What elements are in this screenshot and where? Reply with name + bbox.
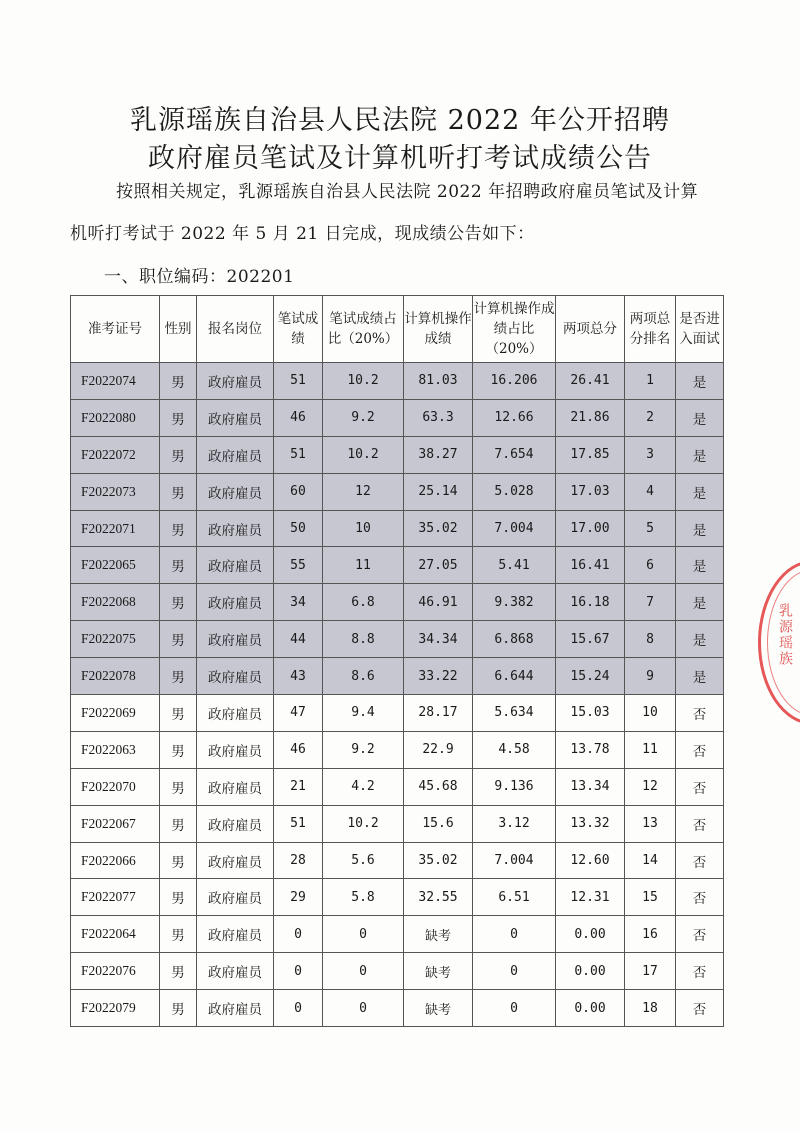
table-cell: 政府雇员 [197, 363, 274, 400]
table-cell: 17.03 [556, 473, 625, 510]
table-cell: 28.17 [404, 695, 473, 732]
table-cell: 9.2 [323, 731, 404, 768]
table-cell: 8.6 [323, 658, 404, 695]
table-cell: 是 [676, 658, 724, 695]
table-row [71, 990, 724, 1027]
table-cell: 否 [676, 916, 724, 953]
table-cell: 否 [676, 990, 724, 1027]
table-cell: 是 [676, 621, 724, 658]
table-row [71, 731, 724, 768]
table-cell: 5.41 [473, 547, 556, 584]
table-row [71, 916, 724, 953]
table-row [71, 584, 724, 621]
table-cell: 是 [676, 547, 724, 584]
table-cell: 55 [274, 547, 323, 584]
table-cell: 43 [274, 658, 323, 695]
table-cell: 6.868 [473, 621, 556, 658]
table-cell: F2022071 [71, 510, 160, 547]
table-cell: 51 [274, 805, 323, 842]
table-cell: F2022065 [71, 547, 160, 584]
table-cell: 13.32 [556, 805, 625, 842]
header-cell: 报名岗位 [197, 296, 274, 363]
table-cell: F2022074 [71, 363, 160, 400]
table-cell: 6 [625, 547, 676, 584]
table-cell: 9.136 [473, 768, 556, 805]
table-cell: 男 [160, 990, 197, 1027]
table-cell: 32.55 [404, 879, 473, 916]
table-row [71, 621, 724, 658]
table-cell: F2022067 [71, 805, 160, 842]
table-cell: 政府雇员 [197, 768, 274, 805]
table-cell: 政府雇员 [197, 584, 274, 621]
table-cell: 16 [625, 916, 676, 953]
table-cell: F2022073 [71, 473, 160, 510]
table-cell: 34.34 [404, 621, 473, 658]
table-cell: 政府雇员 [197, 990, 274, 1027]
table-cell: 男 [160, 916, 197, 953]
table-cell: 是 [676, 436, 724, 473]
table-cell: 政府雇员 [197, 510, 274, 547]
table-row [71, 399, 724, 436]
table-row [71, 879, 724, 916]
table-cell: 7.004 [473, 510, 556, 547]
table-row [71, 953, 724, 990]
table-cell: 7 [625, 584, 676, 621]
table-cell: 是 [676, 399, 724, 436]
table-cell: 男 [160, 695, 197, 732]
table-header-row [71, 296, 724, 363]
table-cell: 0 [323, 953, 404, 990]
table-cell: 50 [274, 510, 323, 547]
table-cell: 缺考 [404, 916, 473, 953]
table-cell: F2022063 [71, 731, 160, 768]
table-row [71, 695, 724, 732]
table-cell: 缺考 [404, 990, 473, 1027]
table-cell: 26.41 [556, 363, 625, 400]
table-cell: 2 [625, 399, 676, 436]
table-cell: 51 [274, 436, 323, 473]
seal-text: 乳源瑶族 [777, 603, 793, 667]
table-row [71, 473, 724, 510]
table-cell: 10 [625, 695, 676, 732]
table-cell: 0 [323, 916, 404, 953]
table-cell: 0.00 [556, 916, 625, 953]
table-cell: 政府雇员 [197, 953, 274, 990]
table-cell: 25.14 [404, 473, 473, 510]
table-cell: 8 [625, 621, 676, 658]
table-cell: 16.18 [556, 584, 625, 621]
table-cell: 12 [625, 768, 676, 805]
table-cell: 38.27 [404, 436, 473, 473]
table-cell: 政府雇员 [197, 842, 274, 879]
table-cell: 81.03 [404, 363, 473, 400]
official-seal [758, 560, 800, 725]
table-cell: 12.60 [556, 842, 625, 879]
table-cell: 是 [676, 510, 724, 547]
header-cell: 性别 [160, 296, 197, 363]
table-cell: 9.2 [323, 399, 404, 436]
table-cell: 是 [676, 473, 724, 510]
table-cell: 3 [625, 436, 676, 473]
table-cell: 9.4 [323, 695, 404, 732]
table-cell: 政府雇员 [197, 695, 274, 732]
table-cell: F2022075 [71, 621, 160, 658]
table-cell: 0 [274, 916, 323, 953]
table-cell: 13.78 [556, 731, 625, 768]
table-cell: 5.028 [473, 473, 556, 510]
score-table [70, 295, 724, 1027]
table-cell: 33.22 [404, 658, 473, 695]
table-row [71, 842, 724, 879]
table-cell: 16.41 [556, 547, 625, 584]
table-cell: 60 [274, 473, 323, 510]
table-cell: 0 [473, 990, 556, 1027]
table-row [71, 805, 724, 842]
table-row [71, 510, 724, 547]
table-cell: 7.004 [473, 842, 556, 879]
table-cell: 0 [473, 916, 556, 953]
header-cell: 准考证号 [71, 296, 160, 363]
table-cell: 45.68 [404, 768, 473, 805]
table-cell: 9.382 [473, 584, 556, 621]
table-cell: 男 [160, 953, 197, 990]
table-row [71, 547, 724, 584]
table-cell: 21 [274, 768, 323, 805]
table-cell: 男 [160, 805, 197, 842]
table-cell: 21.86 [556, 399, 625, 436]
table-cell: 5.634 [473, 695, 556, 732]
table-cell: 10.2 [323, 363, 404, 400]
table-cell: 政府雇员 [197, 473, 274, 510]
table-cell: 22.9 [404, 731, 473, 768]
table-cell: 10.2 [323, 436, 404, 473]
table-cell: 29 [274, 879, 323, 916]
table-cell: 10 [323, 510, 404, 547]
table-row [71, 363, 724, 400]
table-cell: F2022077 [71, 879, 160, 916]
header-cell: 计算机操作成绩 [404, 296, 473, 363]
table-cell: 0.00 [556, 953, 625, 990]
table-cell: F2022080 [71, 399, 160, 436]
table-cell: 16.206 [473, 363, 556, 400]
table-cell: 0.00 [556, 990, 625, 1027]
header-cell: 是否进入面试 [676, 296, 724, 363]
table-cell: 缺考 [404, 953, 473, 990]
table-cell: 15.6 [404, 805, 473, 842]
table-cell: 男 [160, 879, 197, 916]
table-cell: 男 [160, 436, 197, 473]
table-cell: 0 [473, 953, 556, 990]
table-cell: 5 [625, 510, 676, 547]
table-cell: F2022070 [71, 768, 160, 805]
header-cell: 笔试成绩 [274, 296, 323, 363]
table-cell: 男 [160, 510, 197, 547]
table-cell: 否 [676, 768, 724, 805]
table-cell: 6.644 [473, 658, 556, 695]
table-cell: 47 [274, 695, 323, 732]
table-cell: 政府雇员 [197, 731, 274, 768]
table-cell: 10.2 [323, 805, 404, 842]
table-cell: F2022076 [71, 953, 160, 990]
table-cell: 0 [274, 990, 323, 1027]
table-cell: 否 [676, 953, 724, 990]
table-cell: 政府雇员 [197, 399, 274, 436]
table-cell: 否 [676, 842, 724, 879]
table-cell: 男 [160, 363, 197, 400]
table-cell: 6.51 [473, 879, 556, 916]
table-cell: 3.12 [473, 805, 556, 842]
table-cell: 46.91 [404, 584, 473, 621]
table-cell: 4.2 [323, 768, 404, 805]
table-cell: 12.66 [473, 399, 556, 436]
table-cell: 否 [676, 695, 724, 732]
header-cell: 计算机操作成绩占比（20%） [473, 296, 556, 363]
table-cell: 12.31 [556, 879, 625, 916]
table-cell: 17.00 [556, 510, 625, 547]
table-row [71, 658, 724, 695]
table-cell: 否 [676, 805, 724, 842]
table-row [71, 436, 724, 473]
table-cell: 是 [676, 584, 724, 621]
table-cell: 63.3 [404, 399, 473, 436]
table-cell: 44 [274, 621, 323, 658]
table-cell: 政府雇员 [197, 621, 274, 658]
table-cell: 27.05 [404, 547, 473, 584]
table-cell: 5.8 [323, 879, 404, 916]
table-cell: 否 [676, 879, 724, 916]
intro-line-2: 机听打考试于 2022 年 5 月 21 日完成，现成绩公告如下： [70, 224, 535, 244]
table-cell: 男 [160, 842, 197, 879]
table-cell: 15.24 [556, 658, 625, 695]
table-cell: 35.02 [404, 842, 473, 879]
table-cell: 5.6 [323, 842, 404, 879]
table-cell: 政府雇员 [197, 436, 274, 473]
table-cell: 男 [160, 399, 197, 436]
table-cell: 政府雇员 [197, 805, 274, 842]
table-cell: F2022078 [71, 658, 160, 695]
table-cell: 政府雇员 [197, 879, 274, 916]
table-cell: 男 [160, 621, 197, 658]
table-cell: 1 [625, 363, 676, 400]
table-cell: 34 [274, 584, 323, 621]
table-cell: F2022064 [71, 916, 160, 953]
table-cell: F2022072 [71, 436, 160, 473]
table-cell: 15 [625, 879, 676, 916]
table-cell: F2022068 [71, 584, 160, 621]
table-cell: 6.8 [323, 584, 404, 621]
table-cell: 12 [323, 473, 404, 510]
table-cell: 政府雇员 [197, 547, 274, 584]
table-cell: 17 [625, 953, 676, 990]
table-cell: 政府雇员 [197, 658, 274, 695]
table-cell: 11 [323, 547, 404, 584]
table-cell: 4.58 [473, 731, 556, 768]
table-cell: 政府雇员 [197, 916, 274, 953]
table-cell: 28 [274, 842, 323, 879]
intro-line-1: 按照相关规定，乳源瑶族自治县人民法院 2022 年招聘政府雇员笔试及计算 [116, 182, 699, 202]
table-cell: 是 [676, 363, 724, 400]
title-line-1: 乳源瑶族自治县人民法院 2022 年公开招聘 [130, 105, 670, 136]
table-cell: 男 [160, 584, 197, 621]
header-cell: 笔试成绩占比（20%） [323, 296, 404, 363]
title-line-2: 政府雇员笔试及计算机听打考试成绩公告 [148, 143, 652, 174]
table-cell: 男 [160, 658, 197, 695]
table-cell: 18 [625, 990, 676, 1027]
table-cell: 4 [625, 473, 676, 510]
table-cell: 46 [274, 399, 323, 436]
table-cell: 9 [625, 658, 676, 695]
table-cell: 35.02 [404, 510, 473, 547]
table-cell: 0 [274, 953, 323, 990]
header-cell: 两项总分 [556, 296, 625, 363]
table-cell: 男 [160, 547, 197, 584]
table-cell: 15.03 [556, 695, 625, 732]
table-cell: 否 [676, 731, 724, 768]
table-cell: 46 [274, 731, 323, 768]
header-cell: 两项总分排名 [625, 296, 676, 363]
table-row [71, 768, 724, 805]
table-cell: 14 [625, 842, 676, 879]
table-cell: 男 [160, 731, 197, 768]
table-cell: 15.67 [556, 621, 625, 658]
table-cell: 0 [323, 990, 404, 1027]
table-cell: F2022069 [71, 695, 160, 732]
table-cell: 男 [160, 768, 197, 805]
table-cell: 8.8 [323, 621, 404, 658]
table-cell: 13 [625, 805, 676, 842]
table-cell: 男 [160, 473, 197, 510]
table-cell: 11 [625, 731, 676, 768]
table-cell: F2022066 [71, 842, 160, 879]
table-cell: F2022079 [71, 990, 160, 1027]
table-cell: 17.85 [556, 436, 625, 473]
section-heading: 一、职位编码：202201 [104, 267, 295, 287]
table-cell: 13.34 [556, 768, 625, 805]
table-cell: 51 [274, 363, 323, 400]
table-cell: 7.654 [473, 436, 556, 473]
